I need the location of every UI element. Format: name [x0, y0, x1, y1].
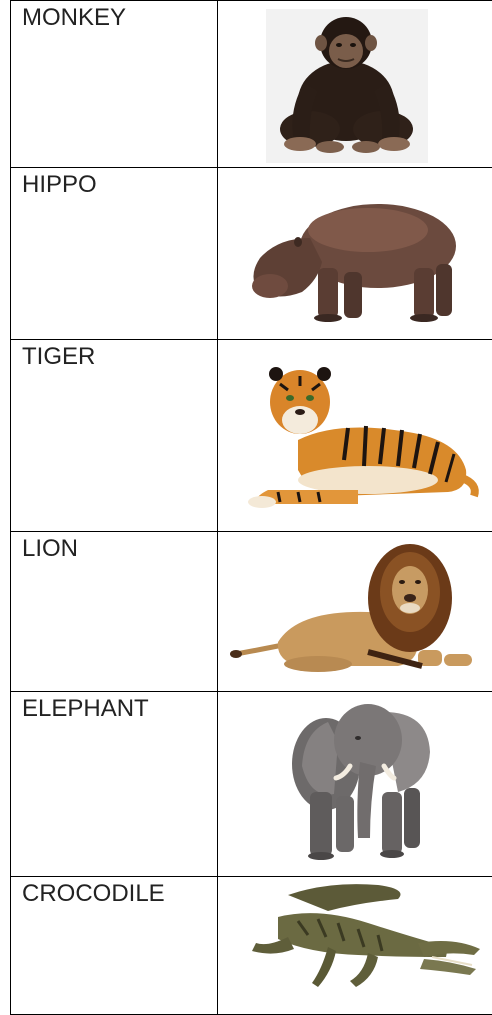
animal-label: ELEPHANT [11, 692, 217, 721]
name-cell [11, 532, 218, 692]
name-cell [11, 692, 218, 877]
crocodile-photo [218, 877, 492, 1013]
table-row [11, 877, 492, 1015]
animal-label: CROCODILE [11, 877, 217, 906]
picture-cell [218, 877, 492, 1015]
animal-label: TIGER [11, 340, 217, 369]
picture-cell [218, 692, 492, 877]
tiger-photo [218, 340, 492, 530]
hippopotamus-photo [218, 168, 492, 338]
name-cell [11, 877, 218, 1015]
lion-photo [218, 532, 492, 690]
picture-cell [218, 168, 492, 340]
name-cell [11, 1, 218, 168]
animal-label: HIPPO [11, 168, 217, 197]
table-row [11, 168, 492, 340]
name-cell [11, 168, 218, 340]
table-row [11, 340, 492, 532]
table-row [11, 692, 492, 877]
picture-cell [218, 1, 492, 168]
table-row [11, 1, 492, 168]
picture-cell [218, 532, 492, 692]
chimpanzee-photo [218, 1, 492, 166]
animal-table [10, 0, 492, 1015]
animal-label: MONKEY [11, 1, 217, 30]
picture-cell [218, 340, 492, 532]
elephant-photo [218, 692, 492, 875]
table-row [11, 532, 492, 692]
name-cell [11, 340, 218, 532]
animal-label: LION [11, 532, 217, 561]
